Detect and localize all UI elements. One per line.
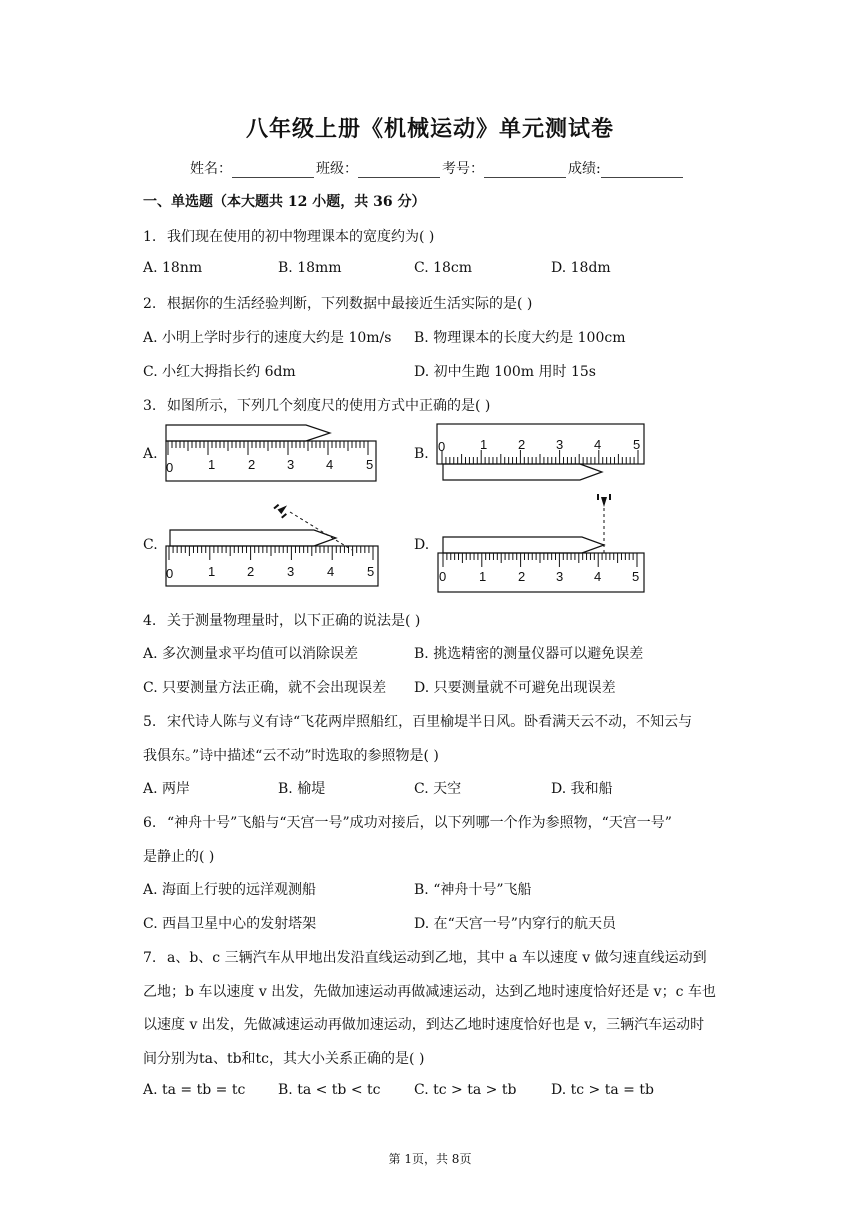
question-number: 5. <box>143 714 157 730</box>
section-heading: 一、单选题（本大题共 12 小题，共 36 分） <box>143 194 426 210</box>
q3-option-a[interactable]: A. <box>143 446 158 462</box>
question-number: 6. <box>143 815 157 831</box>
q1-option-c[interactable]: C. 18cm <box>414 260 473 276</box>
q1-option-d[interactable]: D. 18dm <box>551 260 611 276</box>
object-pencil <box>166 425 330 441</box>
q2-option-a[interactable]: A. 小明上学时步行的速度大约是 10m/s <box>143 330 392 346</box>
question-text: 关于测量物理量时，以下正确的说法是( ) <box>167 613 421 629</box>
question-number: 7. <box>143 950 157 966</box>
q4-option-a[interactable]: A. 多次测量求平均值可以消除误差 <box>143 646 359 662</box>
class-label: 班级： <box>316 161 358 177</box>
question-5-stem-cont: 我俱东。”诗中描述“云不动”时选取的参照物是( ) <box>143 748 439 764</box>
tick-label-2: 2 <box>247 564 255 579</box>
question-5-stem <box>143 711 692 731</box>
tick-label-1: 1 <box>208 457 216 472</box>
question-2-stem <box>143 293 532 313</box>
question-text: 根据你的生活经验判断，下列数据中最接近生活实际的是( ) <box>167 296 533 312</box>
ruler-figure-c <box>160 494 384 592</box>
question-1-stem <box>143 226 434 246</box>
tick-label-1: 1 <box>480 437 488 452</box>
q4-option-c[interactable]: C. 只要测量方法正确，就不会出现误差 <box>143 680 387 696</box>
q4-option-d[interactable]: D. 只要测量就不可避免出现误差 <box>414 680 616 696</box>
line-of-sight <box>290 512 352 550</box>
question-text: 我们现在使用的初中物理课本的宽度约为( ) <box>167 229 435 245</box>
question-number: 2. <box>143 296 157 312</box>
tick-label-3: 3 <box>556 569 564 584</box>
q3-option-d[interactable]: D. <box>414 537 430 553</box>
ruler-figure-b <box>432 420 648 486</box>
name-label: 姓名： <box>190 161 232 177</box>
q6-option-d[interactable]: D. 在“天宫一号”内穿行的航天员 <box>414 916 616 932</box>
q3-option-c[interactable]: C. <box>143 537 158 553</box>
name-blank[interactable] <box>232 163 314 178</box>
tick-label-4: 4 <box>327 564 335 579</box>
tick-label-5: 5 <box>366 457 374 472</box>
tick-label-1: 1 <box>479 569 487 584</box>
tick-label-2: 2 <box>518 569 526 584</box>
page-footer: 第 1页，共 8页 <box>388 1152 472 1166</box>
q2-option-d[interactable]: D. 初中生跑 100m 用时 15s <box>414 364 596 380</box>
question-number: 3. <box>143 398 157 414</box>
eye-icon <box>598 494 610 507</box>
ruler-body <box>438 553 644 592</box>
page-title: 八年级上册《机械运动》单元测试卷 <box>245 116 614 142</box>
q7-option-b[interactable]: B. ta < tb < tc <box>278 1082 381 1098</box>
q6-option-b[interactable]: B. “神舟十号”飞船 <box>414 882 532 898</box>
q7-option-d[interactable]: D. tc > ta = tb <box>551 1082 654 1098</box>
score-blank[interactable] <box>601 163 683 178</box>
q2-option-b[interactable]: B. 物理课本的长度大约是 100cm <box>414 330 626 346</box>
tick-label-2: 2 <box>518 437 526 452</box>
q7-option-c[interactable]: C. tc > ta > tb <box>414 1082 517 1098</box>
tick-label-3: 3 <box>287 564 295 579</box>
q1-option-b[interactable]: B. 18mm <box>278 260 342 276</box>
exam-number-label: 考号： <box>442 161 484 177</box>
q3-option-b[interactable]: B. <box>414 446 429 462</box>
score-label: 成绩: <box>568 161 601 177</box>
tick-label-4: 4 <box>326 457 334 472</box>
object-pencil <box>170 530 336 546</box>
q5-option-d[interactable]: D. 我和船 <box>551 781 613 797</box>
ruler-figure-a <box>160 420 382 486</box>
question-7-stem-cont-2: 以速度 v 出发，先做减速运动再做加速运动，到达乙地时速度恰好也是 v，三辆汽车运动时 <box>143 1017 705 1033</box>
question-text: a、b、c 三辆汽车从甲地出发沿直线运动到乙地，其中 a 车以速度 v 做匀速直线运动到 <box>167 950 707 966</box>
question-6-stem <box>143 812 672 832</box>
question-text: 如图所示，下列几个刻度尺的使用方式中正确的是( ) <box>167 398 491 414</box>
object-pencil <box>443 537 604 553</box>
tick-label-3: 3 <box>556 437 564 452</box>
tick-label-0: 0 <box>439 569 447 584</box>
question-text: “神舟十号”飞船与“天宫一号”成功对接后，以下列哪一个作为参照物，“天宫一号” <box>167 815 672 831</box>
tick-label-0: 0 <box>166 460 174 475</box>
q7-option-a[interactable]: A. ta = tb = tc <box>143 1082 246 1098</box>
tick-label-3: 3 <box>287 457 295 472</box>
q6-option-a[interactable]: A. 海面上行驶的远洋观测船 <box>143 882 317 898</box>
question-7-stem-cont-1: 乙地；b 车以速度 v 出发，先做加速运动再做减速运动，达到乙地时速度恰好还是 v；c 车也 <box>143 984 716 1000</box>
tick-label-4: 4 <box>594 437 602 452</box>
q6-option-c[interactable]: C. 西昌卫星中心的发射塔架 <box>143 916 317 932</box>
q5-option-b[interactable]: B. 榆堤 <box>278 781 326 797</box>
question-4-stem <box>143 610 420 630</box>
class-blank[interactable] <box>358 163 440 178</box>
tick-label-2: 2 <box>248 457 256 472</box>
question-7-stem-cont-3: 间分别为ta、tb和tc，其大小关系正确的是( ) <box>143 1051 425 1067</box>
tick-label-0: 0 <box>166 566 174 581</box>
tick-label-4: 4 <box>594 569 602 584</box>
tick-label-1: 1 <box>208 564 216 579</box>
eye-icon <box>274 501 291 518</box>
question-7-stem <box>143 947 707 967</box>
q2-option-c[interactable]: C. 小红大拇指长约 6dm <box>143 364 296 380</box>
exam-number-blank[interactable] <box>484 163 566 178</box>
question-text: 宋代诗人陈与义有诗“飞花两岸照船红，百里榆堤半日风。卧看满天云不动，不知云与 <box>167 714 693 730</box>
question-3-stem <box>143 395 490 415</box>
q5-option-a[interactable]: A. 两岸 <box>143 781 191 797</box>
q5-option-c[interactable]: C. 天空 <box>414 781 462 797</box>
question-number: 1. <box>143 229 157 245</box>
tick-label-5: 5 <box>632 569 640 584</box>
tick-label-0: 0 <box>438 439 446 454</box>
question-number: 4. <box>143 613 157 629</box>
object-pencil <box>443 464 602 480</box>
student-info-line <box>190 158 685 178</box>
q4-option-b[interactable]: B. 挑选精密的测量仪器可以避免误差 <box>414 646 644 662</box>
tick-label-5: 5 <box>633 437 641 452</box>
question-6-stem-cont: 是静止的( ) <box>143 849 215 865</box>
ruler-figure-d <box>432 492 648 594</box>
q1-option-a[interactable]: A. 18nm <box>143 260 203 276</box>
tick-label-5: 5 <box>367 564 375 579</box>
